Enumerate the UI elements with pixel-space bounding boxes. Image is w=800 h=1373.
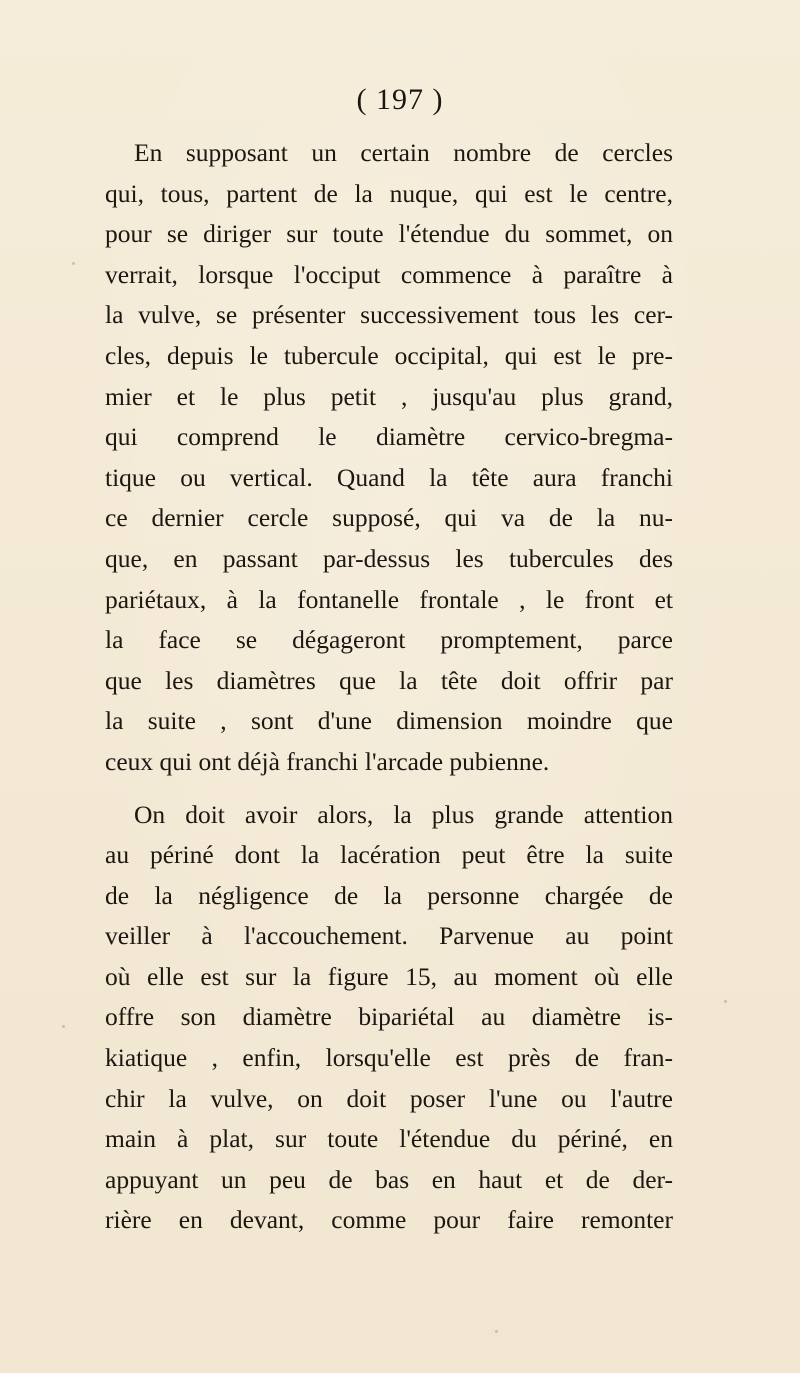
text-line: verrait, lorsque l'occiput commence à paraître à [105, 259, 673, 289]
text-line: que les diamètres que la tête doit offrir par [105, 665, 673, 695]
text-line: veiller à l'accouchement. Parvenue au point [105, 921, 673, 951]
paragraph-2 [105, 795, 673, 1242]
text-line: où elle est sur la figure 15, au moment où elle [105, 961, 673, 991]
text-line: tique ou vertical. Quand la tête aura franchi [105, 462, 673, 492]
text-line: main à plat, sur toute l'étendue du périné, en [105, 1124, 673, 1154]
text-line: pour se diriger sur toute l'étendue du sommet, on [105, 219, 673, 249]
page-number: ( 197 ) [356, 83, 444, 116]
text-line: mier et le plus petit , jusqu'au plus grand, [105, 381, 673, 411]
text-line: cles, depuis le tubercule occipital, qui est le pre- [105, 340, 673, 370]
text-line: pariétaux, à la fontanelle frontale , le front et [105, 584, 673, 614]
text-line: la vulve, se présenter successivement tous les cer- [105, 300, 673, 330]
paper-speck [72, 262, 75, 265]
body-text [105, 133, 673, 1241]
text-line: kiatique , enfin, lorsqu'elle est près de fran- [105, 1043, 673, 1073]
text-line: On doit avoir alors, la plus grande attention [134, 799, 673, 829]
text-line: rière en devant, comme pour faire remonter [105, 1205, 673, 1235]
text-line: que, en passant par-dessus les tubercules des [105, 543, 673, 573]
text-line: au périné dont la lacération peut être la suite [105, 840, 673, 870]
paper-speck [724, 1000, 727, 1003]
text-line: la face se dégageront promptement, parce [105, 625, 673, 655]
paragraph-1 [105, 133, 673, 783]
paper-speck [62, 1025, 65, 1028]
text-line: offre son diamètre bipariétal au diamètre is- [105, 1002, 673, 1032]
text-line: de la négligence de la personne chargée de [105, 880, 673, 910]
text-line: ceux qui ont déjà franchi l'arcade pubienne. [105, 746, 550, 776]
text-line: ce dernier cercle supposé, qui va de la nu- [105, 503, 673, 533]
paper-speck [495, 1330, 498, 1333]
text-line: la suite , sont d'une dimension moindre que [105, 706, 673, 736]
paragraph-gap [105, 783, 673, 795]
text-line: qui, tous, partent de la nuque, qui est le centre, [105, 178, 673, 208]
text-line: qui comprend le diamètre cervico-bregma- [105, 422, 673, 452]
text-line: En supposant un certain nombre de cercles [134, 138, 673, 167]
text-line: chir la vulve, on doit poser l'une ou l'autre [105, 1083, 673, 1113]
paper-speck [660, 1185, 663, 1188]
text-line: appuyant un peu de bas en haut et de der- [105, 1164, 673, 1194]
